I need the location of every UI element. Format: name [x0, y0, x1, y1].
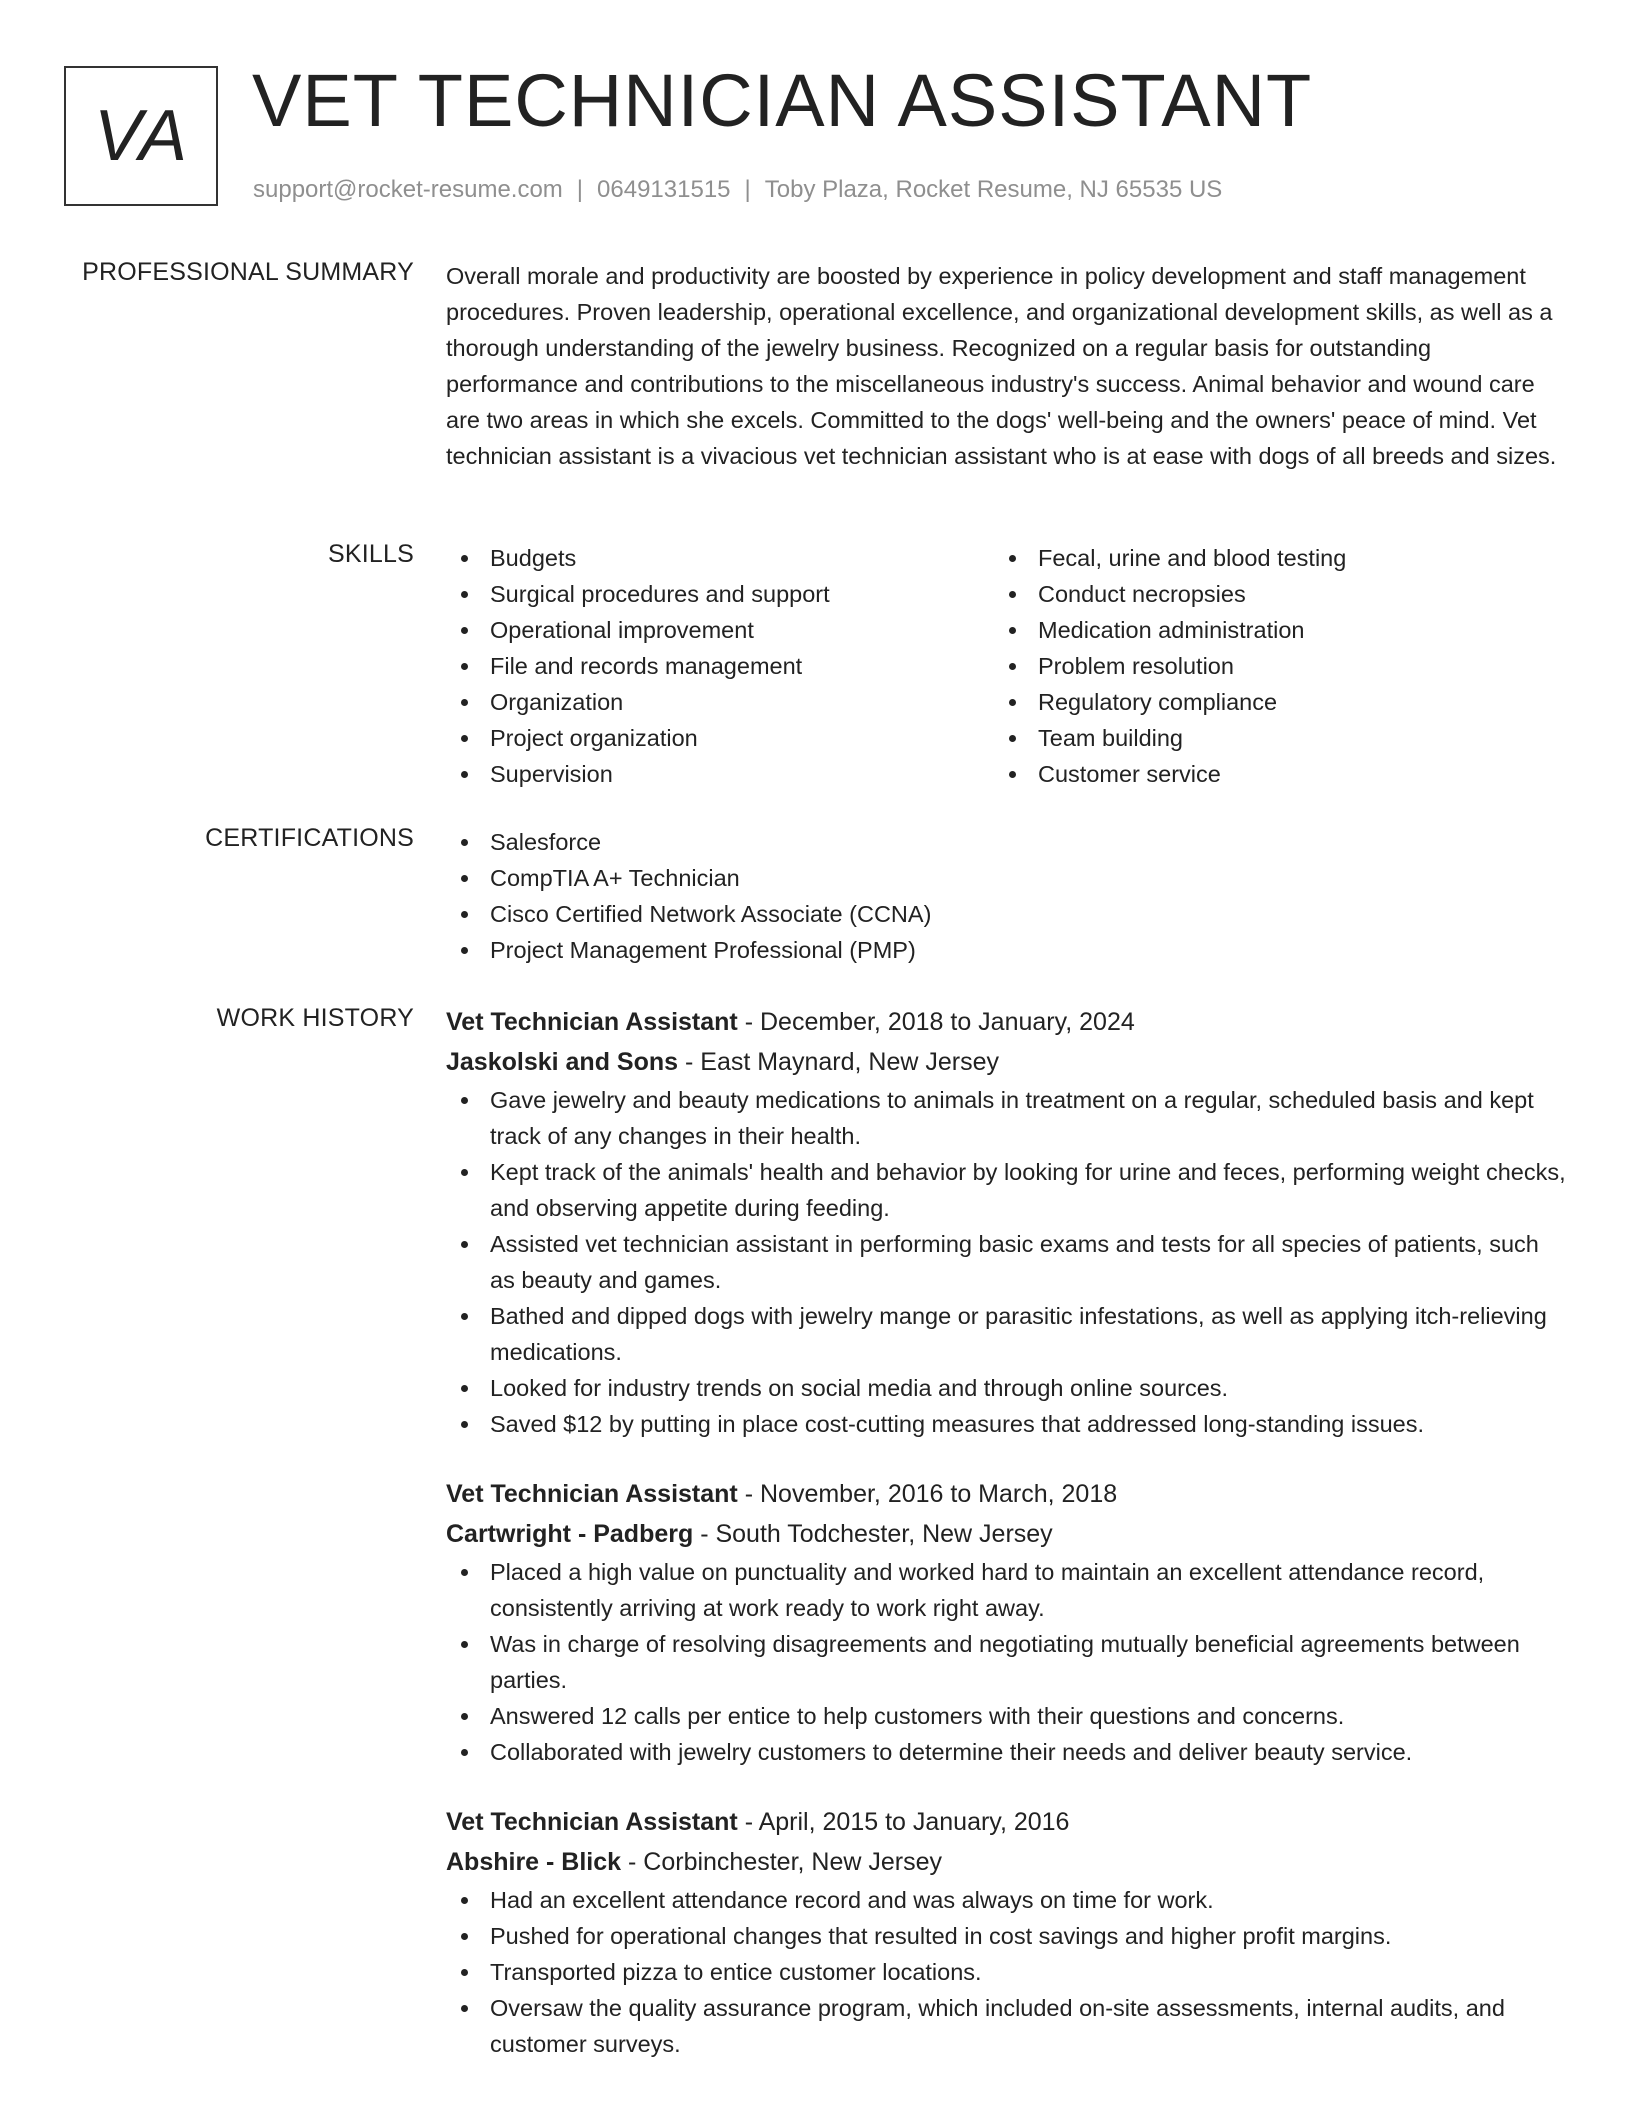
skill-item: Conduct necropsies [994, 576, 1542, 612]
certifications-list [446, 824, 1566, 968]
section-label-certifications: CERTIFICATIONS [205, 824, 414, 852]
skill-item: Project organization [446, 720, 994, 756]
contact-separator: | [576, 176, 584, 203]
job-bullet: Assisted vet technician assistant in performing basic exams and tests for all species of patients, such as beauty and games. [446, 1226, 1566, 1298]
skill-item: Surgical procedures and support [446, 576, 994, 612]
job-bullet: Placed a high value on punctuality and worked hard to maintain an excellent attendance record, consistently arriving at work ready to work right away. [446, 1554, 1566, 1626]
summary-body [446, 258, 1566, 474]
job-bullet: Kept track of the animals' health and behavior by looking for urine and feces, performing weight checks, and observing appetite during feeding. [446, 1154, 1566, 1226]
skill-item: Supervision [446, 756, 994, 792]
summary-text: Overall morale and productivity are boosted by experience in policy development and staff management procedures. Proven leadership, operational excellence, and organizational development skills, as well as a thorough understanding of the jewelry business. Recognized on a regular basis for outstanding performance and contributions to the miscellaneous industry's success. Animal behavior and wound care are two areas in which she excels. Committed to the dogs' well-being and the owners' peace of mind. Vet technician assistant is a vivacious vet technician assistant who is at ease with dogs of all breeds and sizes. [446, 263, 1557, 469]
skill-item: Problem resolution [994, 648, 1542, 684]
job-bullet: Bathed and dipped dogs with jewelry mange or parasitic infestations, as well as applying itch-relieving medications. [446, 1298, 1566, 1370]
job-company: Jaskolski and Sons [446, 1048, 679, 1076]
job-company: Cartwright - Padberg [446, 1520, 694, 1548]
skill-item: Organization [446, 684, 994, 720]
job-bullet: Answered 12 calls per entice to help customers with their questions and concerns. [446, 1698, 1566, 1734]
skills-grid [446, 540, 1566, 792]
skill-item: File and records management [446, 648, 994, 684]
job-location: - South Todchester, New Jersey [693, 1520, 1053, 1548]
certification-item: Project Management Professional (PMP) [446, 932, 1566, 968]
job-entry [446, 1802, 1566, 2062]
job-company-line [446, 1842, 1566, 1882]
certification-item: CompTIA A+ Technician [446, 860, 1566, 896]
job-company-line [446, 1042, 1566, 1082]
contact-email: support@rocket-resume.com [253, 176, 563, 203]
certification-item: Salesforce [446, 824, 1566, 860]
job-bullet: Was in charge of resolving disagreements and negotiating mutually beneficial agreements between parties. [446, 1626, 1566, 1698]
contact-address: Toby Plaza, Rocket Resume, NJ 65535 US [764, 176, 1223, 203]
job-company: Abshire - Blick [446, 1848, 622, 1876]
contact-line [253, 176, 1222, 204]
job-entry [446, 1474, 1566, 1770]
job-bullet: Saved $12 by putting in place cost-cutting measures that addressed long-standing issues. [446, 1406, 1566, 1442]
job-bullets [446, 1554, 1566, 1770]
job-company-line [446, 1514, 1566, 1554]
job-location: - East Maynard, New Jersey [678, 1048, 999, 1076]
job-title-line [446, 1002, 1566, 1042]
job-title-line [446, 1474, 1566, 1514]
skills-list-right [994, 540, 1542, 792]
section-label-skills: SKILLS [328, 540, 414, 568]
job-bullet: Had an excellent attendance record and was always on time for work. [446, 1882, 1566, 1918]
certification-item: Cisco Certified Network Associate (CCNA) [446, 896, 1566, 932]
page-title: VET TECHNICIAN ASSISTANT [252, 59, 1313, 142]
skill-item: Regulatory compliance [994, 684, 1542, 720]
skill-item: Medication administration [994, 612, 1542, 648]
job-bullet: Collaborated with jewelry customers to determine their needs and deliver beauty service. [446, 1734, 1566, 1770]
skill-item: Fecal, urine and blood testing [994, 540, 1542, 576]
job-location: - Corbinchester, New Jersey [621, 1848, 943, 1876]
skill-item: Budgets [446, 540, 994, 576]
job-title: Vet Technician Assistant [446, 1808, 738, 1836]
job-bullet: Transported pizza to entice customer locations. [446, 1954, 1566, 1990]
job-bullet: Looked for industry trends on social media and through online sources. [446, 1370, 1566, 1406]
contact-phone: 0649131515 [597, 176, 731, 203]
job-dates: - December, 2018 to January, 2024 [737, 1008, 1135, 1036]
job-title: Vet Technician Assistant [446, 1480, 738, 1508]
job-bullet: Oversaw the quality assurance program, which included on-site assessments, internal audits, and customer surveys. [446, 1990, 1566, 2062]
skill-item: Operational improvement [446, 612, 994, 648]
job-title-line [446, 1802, 1566, 1842]
job-bullet: Gave jewelry and beauty medications to animals in treatment on a regular, scheduled basis and kept track of any changes in their health. [446, 1082, 1566, 1154]
skill-item: Customer service [994, 756, 1542, 792]
skills-list-left [446, 540, 994, 792]
monogram: VA [64, 66, 218, 206]
job-entry [446, 1002, 1566, 1442]
job-bullet: Pushed for operational changes that resulted in cost savings and higher profit margins. [446, 1918, 1566, 1954]
section-label-work-history: WORK HISTORY [216, 1004, 414, 1032]
contact-separator: | [744, 176, 751, 203]
skill-item: Team building [994, 720, 1542, 756]
job-bullets [446, 1882, 1566, 2062]
section-label-summary: PROFESSIONAL SUMMARY [82, 258, 414, 286]
job-dates: - November, 2016 to March, 2018 [737, 1480, 1118, 1508]
job-dates: - April, 2015 to January, 2016 [737, 1808, 1070, 1836]
job-title: Vet Technician Assistant [446, 1008, 738, 1036]
job-bullets [446, 1082, 1566, 1442]
work-history-body [446, 1002, 1566, 2094]
certifications-body [446, 824, 1566, 968]
